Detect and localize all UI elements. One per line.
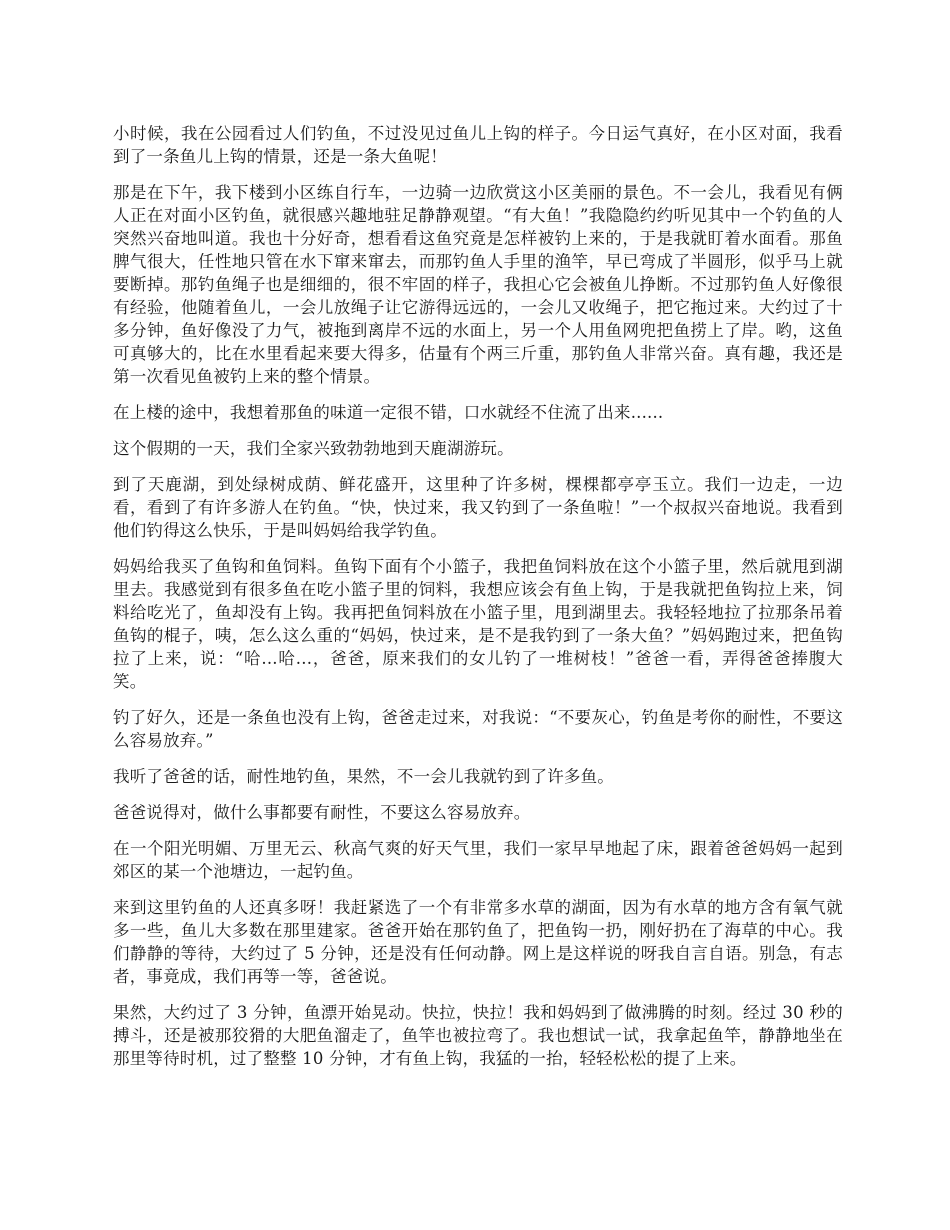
paragraph-3: 在上楼的途中，我想着那鱼的味道一定很不错，口水就经不住流了出来...... [113,403,664,422]
paragraph-6: 妈妈给我买了鱼钩和鱼饲料。鱼钩下面有个小篮子，我把鱼饲料放在这个小篮子里，然后就甩到湖里去。我感觉到有很多鱼在吃小篮子里的饲料，我想应该会有鱼上钩，于是我就把鱼钩拉上来，饲料给吃光了，鱼却没有上钩。我再把鱼饲料放在小篮子里，甩到湖里去。我轻轻地拉了拉那条吊着鱼钩的棍子，咦，怎么这么重的“妈妈，快过来，是不是我钓到了一条大鱼？”妈妈跑过来，把鱼钩拉了上来，说：“哈...哈...，爸爸，原来我们的女儿钓了一堆树枝！”爸爸一看，弄得爸爸捧腹大笑。 [113,557,843,691]
paragraph-2: 那是在下午，我下楼到小区练自行车，一边骑一边欣赏这小区美丽的景色。不一会儿，我看见有俩人正在对面小区钓鱼，就很感兴趣地驻足静静观望。“有大鱼！”我隐隐约约听见其中一个钓鱼的人突然兴奋地叫道。我也十分好奇，想看看这鱼究竟是怎样被钓上来的，于是我就盯着水面看。那鱼脾气很大，任性地只管在水下窜来窜去，而那钓鱼人手里的渔竿，早已弯成了半圆形，似乎马上就要断掉。那钓鱼绳子也是细细的，很不牢固的样子，我担心它会被鱼儿挣断。不过那钓鱼人好像很有经验，他随着鱼儿，一会儿放绳子让它游得远远的，一会儿又收绳子，把它拖过来。大约过了十多分钟，鱼好像没了力气，被拖到离岸不远的水面上，另一个人用鱼网兜把鱼捞上了岸。哟，这鱼可真够大的，比在水里看起来要大得多，估量有个两三斤重，那钓鱼人非常兴奋。真有趣，我还是第一次看见鱼被钓上来的整个情景。 [113,183,843,386]
paragraph-5: 到了天鹿湖，到处绿树成荫、鲜花盛开，这里种了许多树，棵棵都亭亭玉立。我们一边走，一边看，看到了有许多游人在钓鱼。“快，快过来，我又钓到了一条鱼啦！”一个叔叔兴奋地说。我看到他们钓得这么快乐，于是叫妈妈给我学钓鱼。 [113,475,843,540]
paragraph-1: 小时候，我在公园看过人们钓鱼，不过没见过鱼儿上钩的样子。今日运气真好，在小区对面，我看到了一条鱼儿上钩的情景，还是一条大鱼呢！ [113,124,843,166]
paragraph-4: 这个假期的一天，我们全家兴致勃勃地到天鹿湖游玩。 [113,439,514,458]
paragraph-12: 果然，大约过了 3 分钟，鱼漂开始晃动。快拉，快拉！我和妈妈到了做沸腾的时刻。经过 30 秒的搏斗，还是被那狡猾的大肥鱼溜走了，鱼竿也被拉弯了。我也想试一试，我拿起鱼竿，静静地坐在那里等待时机，过了整整 10 分钟，才有鱼上钩，我猛的一抬，轻轻松松的提了上来。 [113,1003,843,1068]
paragraph-7: 钓了好久，还是一条鱼也没有上钩，爸爸走过来，对我说：“不要灰心，钓鱼是考你的耐性，不要这么容易放弃。” [113,708,843,750]
paragraph-11: 来到这里钓鱼的人还真多呀！我赶紧选了一个有非常多水草的湖面，因为有水草的地方含有氧气就多一些，鱼儿大多数在那里建家。爸爸开始在那钓鱼了，把鱼钩一扔，刚好扔在了海草的中心。我们静静的等待，大约过了 5 分钟，还是没有任何动静。网上是这样说的呀我自言自语。别急，有志者，事竟成，我们再等一等，爸爸说。 [113,898,843,986]
paragraph-8: 我听了爸爸的话，耐性地钓鱼，果然，不一会儿我就钓到了许多鱼。 [113,767,614,786]
document-body [113,122,843,1083]
paragraph-9: 爸爸说得对，做什么事都要有耐性，不要这么容易放弃。 [113,803,531,822]
paragraph-10: 在一个阳光明媚、万里无云、秋高气爽的好天气里，我们一家早早地起了床，跟着爸爸妈妈一起到郊区的某一个池塘边，一起钓鱼。 [113,839,843,881]
